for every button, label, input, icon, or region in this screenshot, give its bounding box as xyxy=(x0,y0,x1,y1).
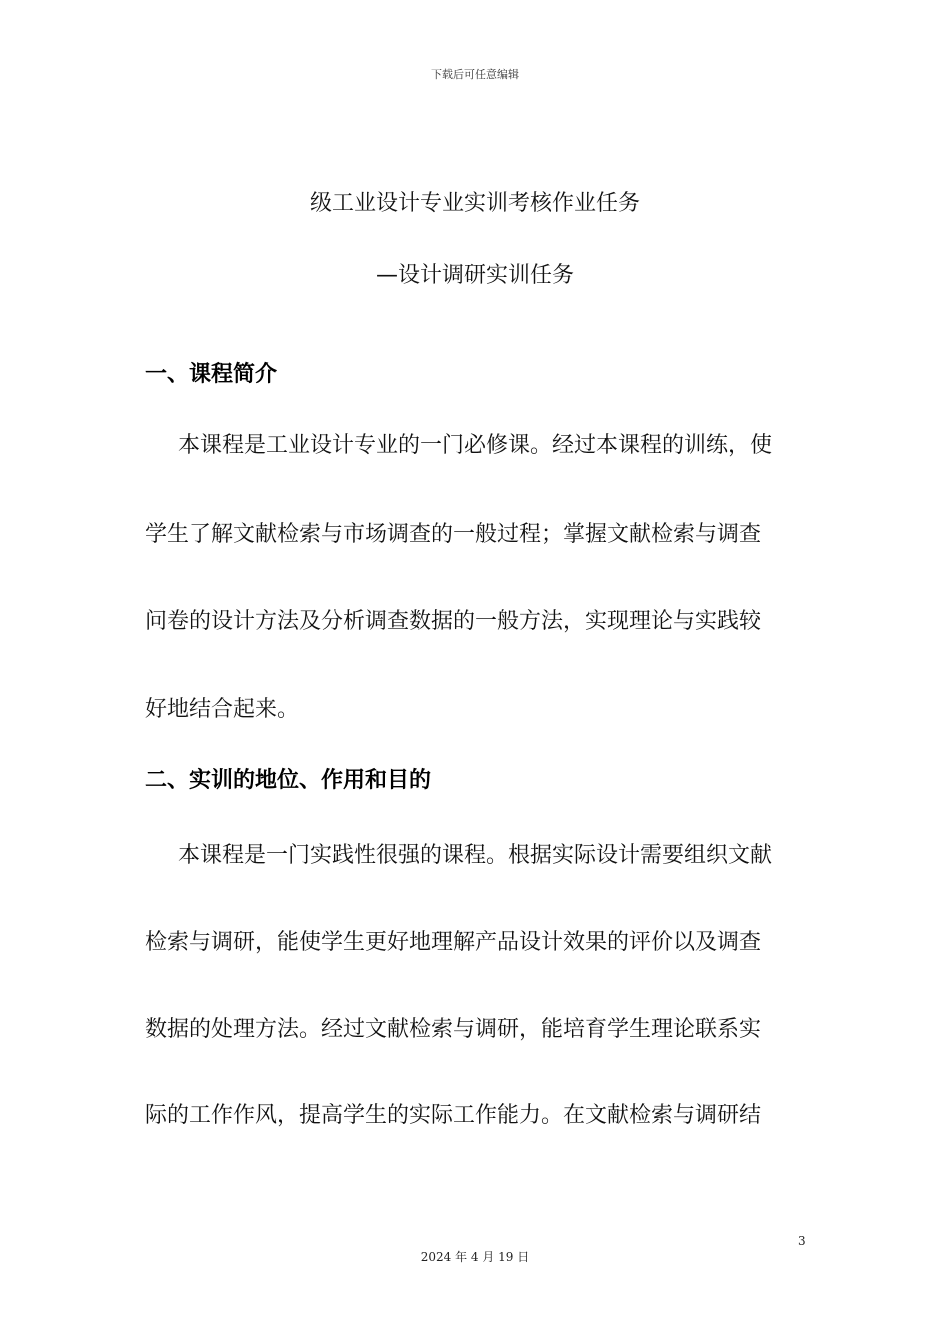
paragraph-line: 好地结合起来。 xyxy=(145,697,300,722)
paragraph-line: 数据的处理方法。经过文献检索与调研，能培育学生理论联系实 xyxy=(145,1017,762,1042)
paragraph-line: 问卷的设计方法及分析调查数据的一般方法，实现理论与实践较 xyxy=(145,609,762,634)
header-note: 下载后可任意编辑 xyxy=(431,68,519,81)
page-number: 3 xyxy=(798,1234,806,1248)
paragraph-line: 际的工作作风，提高学生的实际工作能力。在文献检索与调研结 xyxy=(145,1103,762,1128)
paragraph-line: 本课程是一门实践性很强的课程。根据实际设计需要组织文献 xyxy=(178,843,773,868)
paragraph-line: 学生了解文献检索与市场调查的一般过程；掌握文献检索与调查 xyxy=(145,522,762,547)
footer-date: 2024 年 4 月 19 日 xyxy=(420,1250,530,1264)
section-heading-training-role: 二、实训的地位、作用和目的 xyxy=(145,768,432,793)
document-subtitle: —设计调研实训任务 xyxy=(375,263,574,288)
section-heading-course-intro: 一、课程简介 xyxy=(145,362,278,387)
paragraph-line: 本课程是工业设计专业的一门必修课。经过本课程的训练，使 xyxy=(178,433,773,458)
document-title: 级工业设计专业实训考核作业任务 xyxy=(309,191,640,216)
paragraph-line: 检索与调研，能使学生更好地理解产品设计效果的评价以及调查 xyxy=(145,930,762,955)
